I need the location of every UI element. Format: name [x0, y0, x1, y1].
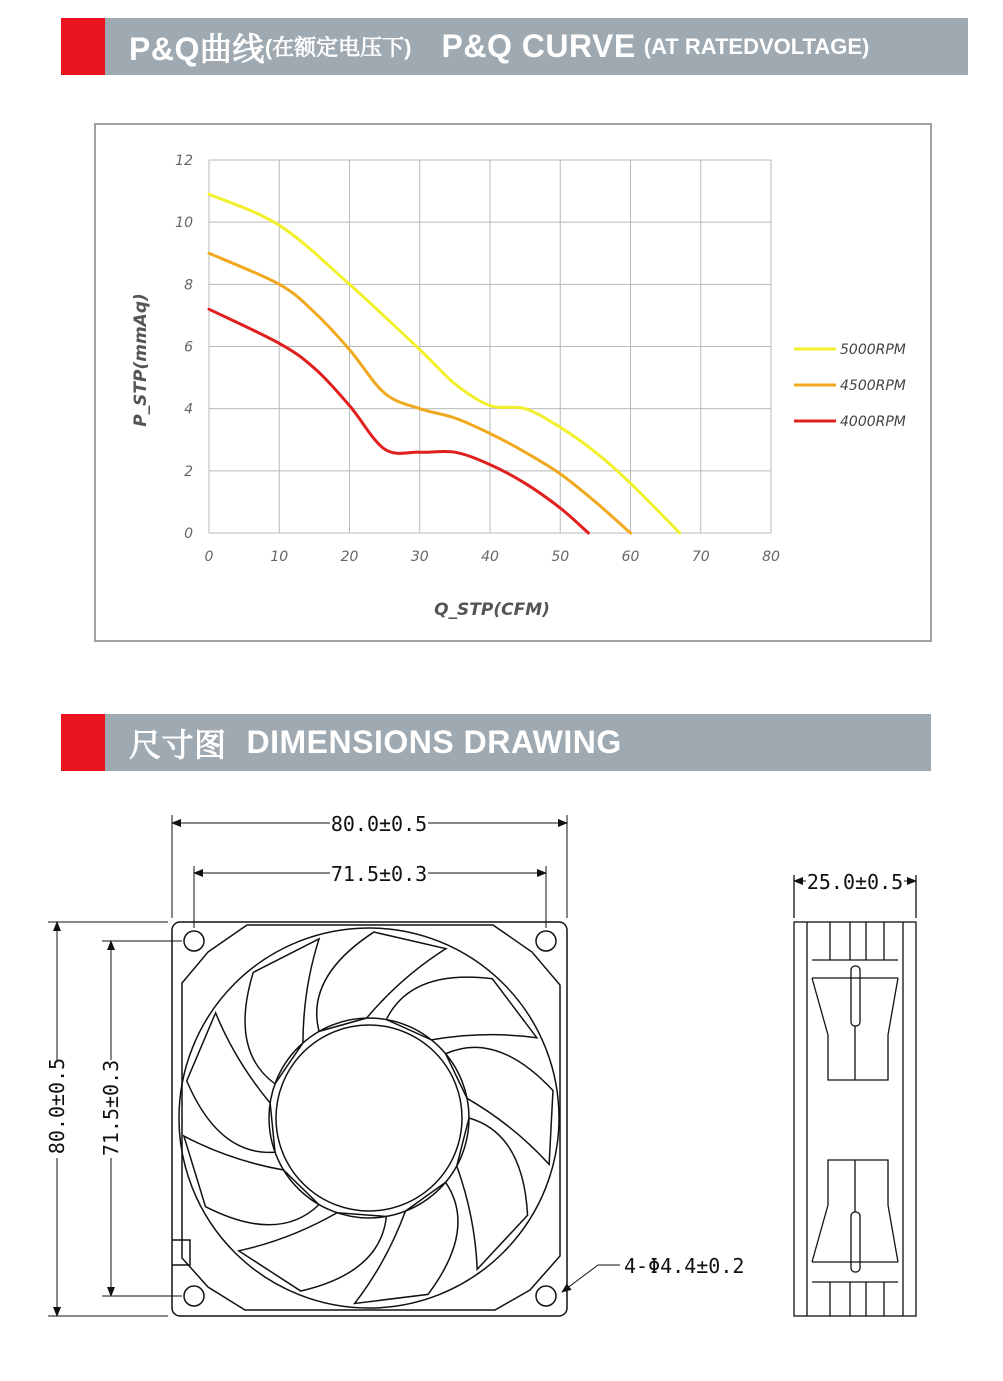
- fan-blade: [187, 1013, 275, 1153]
- x-tick-label: 40: [481, 549, 499, 565]
- y-tick-label: 10: [175, 215, 193, 232]
- chart-legend: [794, 342, 906, 430]
- fan-hub-inner: [276, 1025, 462, 1211]
- pq-chart: [94, 123, 932, 642]
- mount-hole-bottom-right: [536, 1286, 556, 1306]
- dimensions-title-cn: 尺寸图: [129, 726, 227, 763]
- fan-blade: [245, 939, 319, 1084]
- dim-height-outer: 80.0±0.5: [45, 1057, 69, 1155]
- dimensions-drawing: [0, 800, 1003, 1340]
- y-tick-labels: [175, 153, 193, 542]
- header-accent-bar: [61, 18, 105, 75]
- header-accent-bar: [61, 714, 105, 771]
- extension-lines: [48, 815, 567, 1316]
- y-tick-label: 0: [184, 526, 193, 542]
- dim-height-hole: 71.5±0.3: [99, 1059, 123, 1157]
- mount-hole-top-right: [536, 931, 556, 951]
- fan-blade: [355, 1182, 458, 1303]
- fan-blades: [184, 932, 553, 1303]
- legend-label: 4000RPM: [840, 414, 906, 430]
- x-tick-label: 30: [410, 549, 429, 565]
- dim-width-hole: 71.5±0.3: [330, 862, 428, 886]
- pq-subtitle-en: (AT RATEDVOLTAGE): [643, 33, 870, 59]
- y-tick-label: 2: [184, 463, 193, 480]
- pq-title-en: P&Q CURVE: [441, 28, 636, 64]
- legend-label: 4500RPM: [840, 378, 906, 394]
- x-axis-title: Q_STP(CFM): [434, 600, 550, 620]
- series-line-4000rpm: [209, 309, 588, 533]
- x-tick-label: 80: [762, 549, 780, 565]
- dimensions-title-en: DIMENSIONS DRAWING: [246, 724, 622, 760]
- fan-front-view: [172, 922, 567, 1316]
- mount-hole-top-left: [184, 931, 204, 951]
- y-tick-label: 6: [184, 339, 193, 356]
- dim-mount-holes: 4-Φ4.4±0.2: [624, 1254, 745, 1278]
- fan-shroud: [179, 928, 559, 1308]
- x-tick-label: 60: [621, 549, 640, 565]
- dimensions-header: [61, 714, 931, 771]
- x-tick-label: 20: [340, 549, 359, 565]
- pq-curve-title: [129, 18, 869, 75]
- fan-blade: [457, 1118, 528, 1269]
- dimensions-title: [129, 714, 622, 771]
- fan-blade: [317, 932, 446, 1031]
- y-tick-label: 12: [175, 153, 193, 169]
- dim-depth: 25.0±0.5: [806, 870, 904, 894]
- wire-notch: [172, 1240, 190, 1265]
- x-tick-labels: [205, 549, 780, 565]
- x-tick-label: 10: [270, 549, 289, 565]
- x-tick-label: 0: [204, 549, 214, 565]
- pq-chart-svg: [96, 125, 930, 640]
- chart-grid: [209, 160, 771, 533]
- x-tick-label: 50: [551, 549, 570, 565]
- pq-title-cn: P&Q曲线: [129, 30, 265, 67]
- y-tick-label: 4: [184, 401, 193, 418]
- mount-hole-bottom-left: [184, 1286, 204, 1306]
- fan-blade: [386, 977, 536, 1040]
- y-axis-title: P_STP(mmAq): [131, 293, 151, 427]
- x-tick-label: 70: [691, 549, 710, 565]
- fan-side-view: [794, 875, 916, 1316]
- y-tick-label: 8: [184, 277, 193, 294]
- pq-subtitle-cn: (在额定电压下): [264, 35, 412, 60]
- legend-label: 5000RPM: [840, 342, 906, 358]
- pq-curve-header: [61, 18, 968, 75]
- dim-width-outer: 80.0±0.5: [330, 812, 428, 836]
